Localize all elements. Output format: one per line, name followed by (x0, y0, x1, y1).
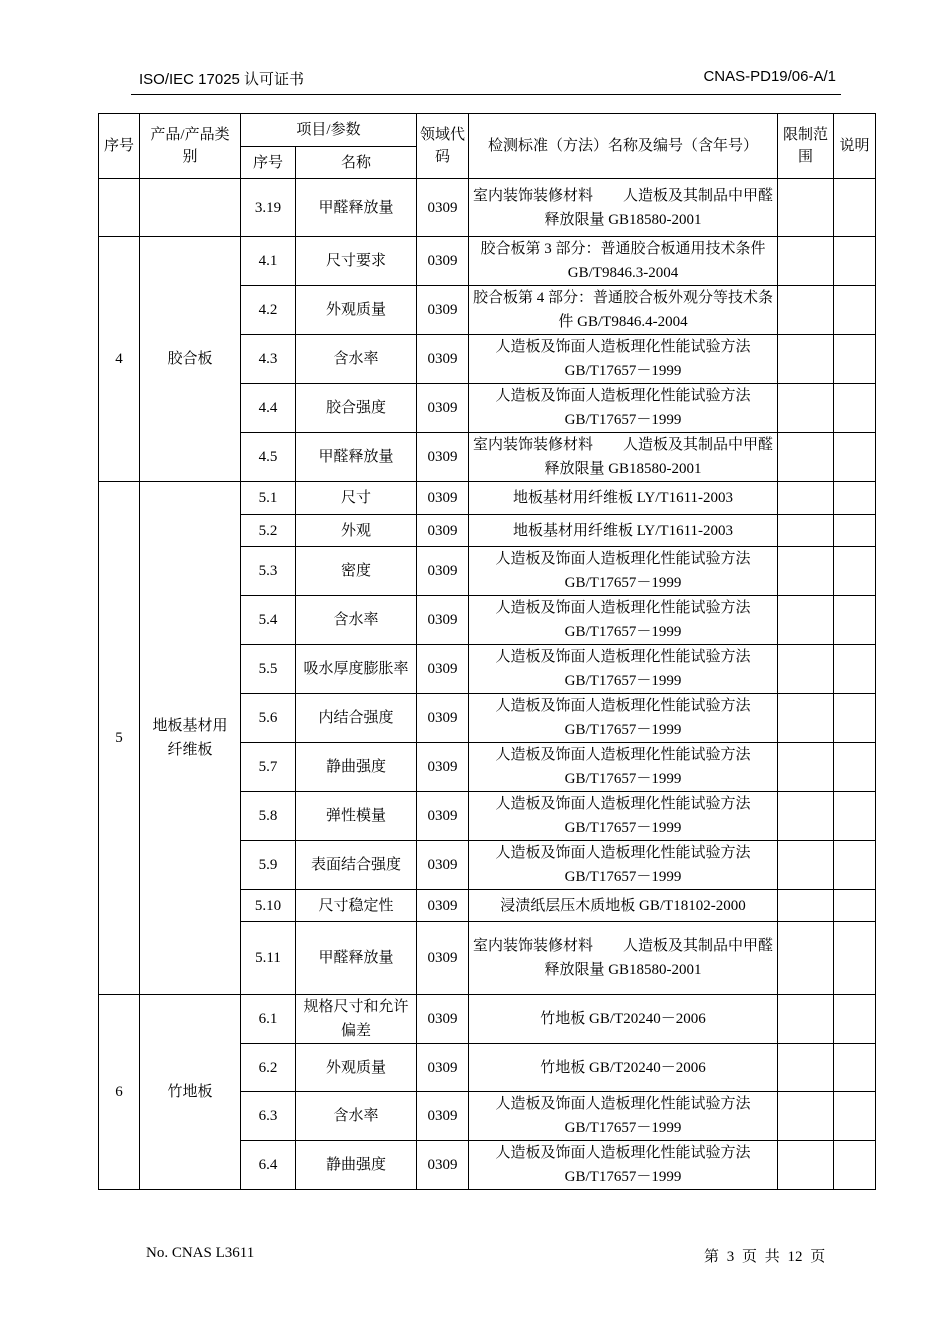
header-rule (131, 94, 841, 95)
domain-code-cell: 0309 (417, 1092, 469, 1141)
item-name-cell: 甲醛释放量 (296, 922, 417, 995)
domain-code-cell: 0309 (417, 515, 469, 547)
domain-code-cell: 0309 (417, 482, 469, 515)
domain-code-cell: 0309 (417, 547, 469, 596)
item-no-cell: 5.6 (241, 694, 296, 743)
note-cell (834, 890, 876, 922)
limit-cell (778, 1044, 834, 1092)
limit-cell (778, 1092, 834, 1141)
limit-cell (778, 547, 834, 596)
limit-cell (778, 433, 834, 482)
item-no-cell: 4.5 (241, 433, 296, 482)
table-row (99, 995, 876, 1044)
standard-cell: 人造板及饰面人造板理化性能试验方法 GB/T17657－1999 (469, 596, 778, 645)
standard-cell: 人造板及饰面人造板理化性能试验方法 GB/T17657－1999 (469, 335, 778, 384)
limit-cell (778, 515, 834, 547)
domain-code-cell: 0309 (417, 1141, 469, 1190)
group-seq-cell (99, 179, 140, 237)
standard-cell: 人造板及饰面人造板理化性能试验方法 GB/T17657－1999 (469, 547, 778, 596)
item-name-cell: 表面结合强度 (296, 841, 417, 890)
item-name-cell: 规格尺寸和允许偏差 (296, 995, 417, 1044)
item-no-cell: 5.9 (241, 841, 296, 890)
item-no-cell: 6.1 (241, 995, 296, 1044)
standard-cell: 室内装饰装修材料 人造板及其制品中甲醛释放限量 GB18580-2001 (469, 433, 778, 482)
item-name-cell: 含水率 (296, 596, 417, 645)
item-name-cell: 含水率 (296, 1092, 417, 1141)
item-no-cell: 3.19 (241, 179, 296, 237)
note-cell (834, 286, 876, 335)
domain-code-cell: 0309 (417, 596, 469, 645)
domain-code-cell: 0309 (417, 384, 469, 433)
standard-cell: 人造板及饰面人造板理化性能试验方法 GB/T17657－1999 (469, 694, 778, 743)
limit-cell (778, 482, 834, 515)
standard-cell: 浸渍纸层压木质地板 GB/T18102-2000 (469, 890, 778, 922)
domain-code-cell: 0309 (417, 922, 469, 995)
standard-cell: 人造板及饰面人造板理化性能试验方法 GB/T17657－1999 (469, 1092, 778, 1141)
item-name-cell: 外观 (296, 515, 417, 547)
standard-cell: 人造板及饰面人造板理化性能试验方法 GB/T17657－1999 (469, 384, 778, 433)
domain-code-cell: 0309 (417, 179, 469, 237)
header-left: ISO/IEC 17025 认可证书 (139, 71, 305, 88)
table-row (99, 179, 876, 237)
item-no-cell: 6.3 (241, 1092, 296, 1141)
domain-code-cell: 0309 (417, 890, 469, 922)
table-row (99, 237, 876, 286)
header-product: 产品/产品类别 (140, 114, 241, 179)
domain-code-cell: 0309 (417, 335, 469, 384)
header-seq: 序号 (99, 114, 140, 179)
limit-cell (778, 335, 834, 384)
item-no-cell: 4.4 (241, 384, 296, 433)
accreditation-table (98, 113, 876, 1190)
standard-cell: 室内装饰装修材料 人造板及其制品中甲醛释放限量 GB18580-2001 (469, 179, 778, 237)
limit-cell (778, 922, 834, 995)
standard-cell: 人造板及饰面人造板理化性能试验方法 GB/T17657－1999 (469, 743, 778, 792)
limit-cell (778, 792, 834, 841)
header-item-name: 名称 (296, 147, 417, 179)
group-product-cell: 地板基材用纤维板 (140, 482, 241, 995)
group-product-cell: 竹地板 (140, 995, 241, 1190)
standard-cell: 胶合板第 4 部分：普通胶合板外观分等技术条件 GB/T9846.4-2004 (469, 286, 778, 335)
item-no-cell: 6.2 (241, 1044, 296, 1092)
group-seq-cell: 4 (99, 237, 140, 482)
item-name-cell: 尺寸稳定性 (296, 890, 417, 922)
standard-cell: 地板基材用纤维板 LY/T1611-2003 (469, 482, 778, 515)
item-no-cell: 6.4 (241, 1141, 296, 1190)
table-body (99, 179, 876, 1190)
note-cell (834, 384, 876, 433)
footer-page-number: 第 3 页 共 12 页 (704, 1249, 826, 1265)
note-cell (834, 237, 876, 286)
limit-cell (778, 179, 834, 237)
note-cell (834, 995, 876, 1044)
standard-cell: 竹地板 GB/T20240－2006 (469, 995, 778, 1044)
header-standard: 检测标准（方法）名称及编号（含年号） (469, 114, 778, 179)
limit-cell (778, 995, 834, 1044)
standard-cell: 地板基材用纤维板 LY/T1611-2003 (469, 515, 778, 547)
item-name-cell: 静曲强度 (296, 1141, 417, 1190)
note-cell (834, 433, 876, 482)
note-cell (834, 792, 876, 841)
group-product-cell (140, 179, 241, 237)
item-no-cell: 4.1 (241, 237, 296, 286)
limit-cell (778, 890, 834, 922)
item-name-cell: 吸水厚度膨胀率 (296, 645, 417, 694)
item-name-cell: 静曲强度 (296, 743, 417, 792)
item-no-cell: 5.3 (241, 547, 296, 596)
limit-cell (778, 237, 834, 286)
domain-code-cell: 0309 (417, 1044, 469, 1092)
domain-code-cell: 0309 (417, 645, 469, 694)
limit-cell (778, 694, 834, 743)
group-seq-cell: 5 (99, 482, 140, 995)
item-no-cell: 5.7 (241, 743, 296, 792)
note-cell (834, 596, 876, 645)
header-limit: 限制范围 (778, 114, 834, 179)
item-name-cell: 胶合强度 (296, 384, 417, 433)
note-cell (834, 1092, 876, 1141)
note-cell (834, 1141, 876, 1190)
item-name-cell: 尺寸 (296, 482, 417, 515)
note-cell (834, 743, 876, 792)
note-cell (834, 841, 876, 890)
item-no-cell: 5.11 (241, 922, 296, 995)
item-name-cell: 含水率 (296, 335, 417, 384)
standard-cell: 人造板及饰面人造板理化性能试验方法 GB/T17657－1999 (469, 792, 778, 841)
limit-cell (778, 286, 834, 335)
domain-code-cell: 0309 (417, 743, 469, 792)
item-name-cell: 内结合强度 (296, 694, 417, 743)
domain-code-cell: 0309 (417, 433, 469, 482)
standard-cell: 竹地板 GB/T20240－2006 (469, 1044, 778, 1092)
limit-cell (778, 596, 834, 645)
item-name-cell: 弹性模量 (296, 792, 417, 841)
note-cell (834, 179, 876, 237)
limit-cell (778, 841, 834, 890)
group-seq-cell: 6 (99, 995, 140, 1190)
table-row (99, 482, 876, 515)
item-no-cell: 4.2 (241, 286, 296, 335)
domain-code-cell: 0309 (417, 841, 469, 890)
group-product-cell: 胶合板 (140, 237, 241, 482)
limit-cell (778, 645, 834, 694)
item-name-cell: 外观质量 (296, 1044, 417, 1092)
limit-cell (778, 743, 834, 792)
item-no-cell: 5.10 (241, 890, 296, 922)
item-no-cell: 5.2 (241, 515, 296, 547)
item-name-cell: 密度 (296, 547, 417, 596)
item-no-cell: 5.5 (241, 645, 296, 694)
domain-code-cell: 0309 (417, 694, 469, 743)
note-cell (834, 1044, 876, 1092)
item-no-cell: 5.4 (241, 596, 296, 645)
limit-cell (778, 1141, 834, 1190)
note-cell (834, 645, 876, 694)
header-note: 说明 (834, 114, 876, 179)
standard-cell: 人造板及饰面人造板理化性能试验方法 GB/T17657－1999 (469, 1141, 778, 1190)
item-name-cell: 尺寸要求 (296, 237, 417, 286)
item-no-cell: 4.3 (241, 335, 296, 384)
domain-code-cell: 0309 (417, 792, 469, 841)
standard-cell: 室内装饰装修材料 人造板及其制品中甲醛释放限量 GB18580-2001 (469, 922, 778, 995)
limit-cell (778, 384, 834, 433)
note-cell (834, 694, 876, 743)
domain-code-cell: 0309 (417, 286, 469, 335)
item-name-cell: 外观质量 (296, 286, 417, 335)
note-cell (834, 482, 876, 515)
domain-code-cell: 0309 (417, 995, 469, 1044)
note-cell (834, 515, 876, 547)
item-no-cell: 5.8 (241, 792, 296, 841)
header-item-group: 项目/参数 (241, 114, 417, 147)
footer-certificate-number: No. CNAS L3611 (146, 1245, 255, 1261)
item-no-cell: 5.1 (241, 482, 296, 515)
item-name-cell: 甲醛释放量 (296, 179, 417, 237)
note-cell (834, 547, 876, 596)
standard-cell: 胶合板第 3 部分：普通胶合板通用技术条件 GB/T9846.3-2004 (469, 237, 778, 286)
item-name-cell: 甲醛释放量 (296, 433, 417, 482)
note-cell (834, 922, 876, 995)
standard-cell: 人造板及饰面人造板理化性能试验方法 GB/T17657－1999 (469, 645, 778, 694)
header-right: CNAS-PD19/06-A/1 (703, 68, 836, 85)
header-code: 领域代码 (417, 114, 469, 179)
note-cell (834, 335, 876, 384)
header-item-seq: 序号 (241, 147, 296, 179)
standard-cell: 人造板及饰面人造板理化性能试验方法 GB/T17657－1999 (469, 841, 778, 890)
domain-code-cell: 0309 (417, 237, 469, 286)
